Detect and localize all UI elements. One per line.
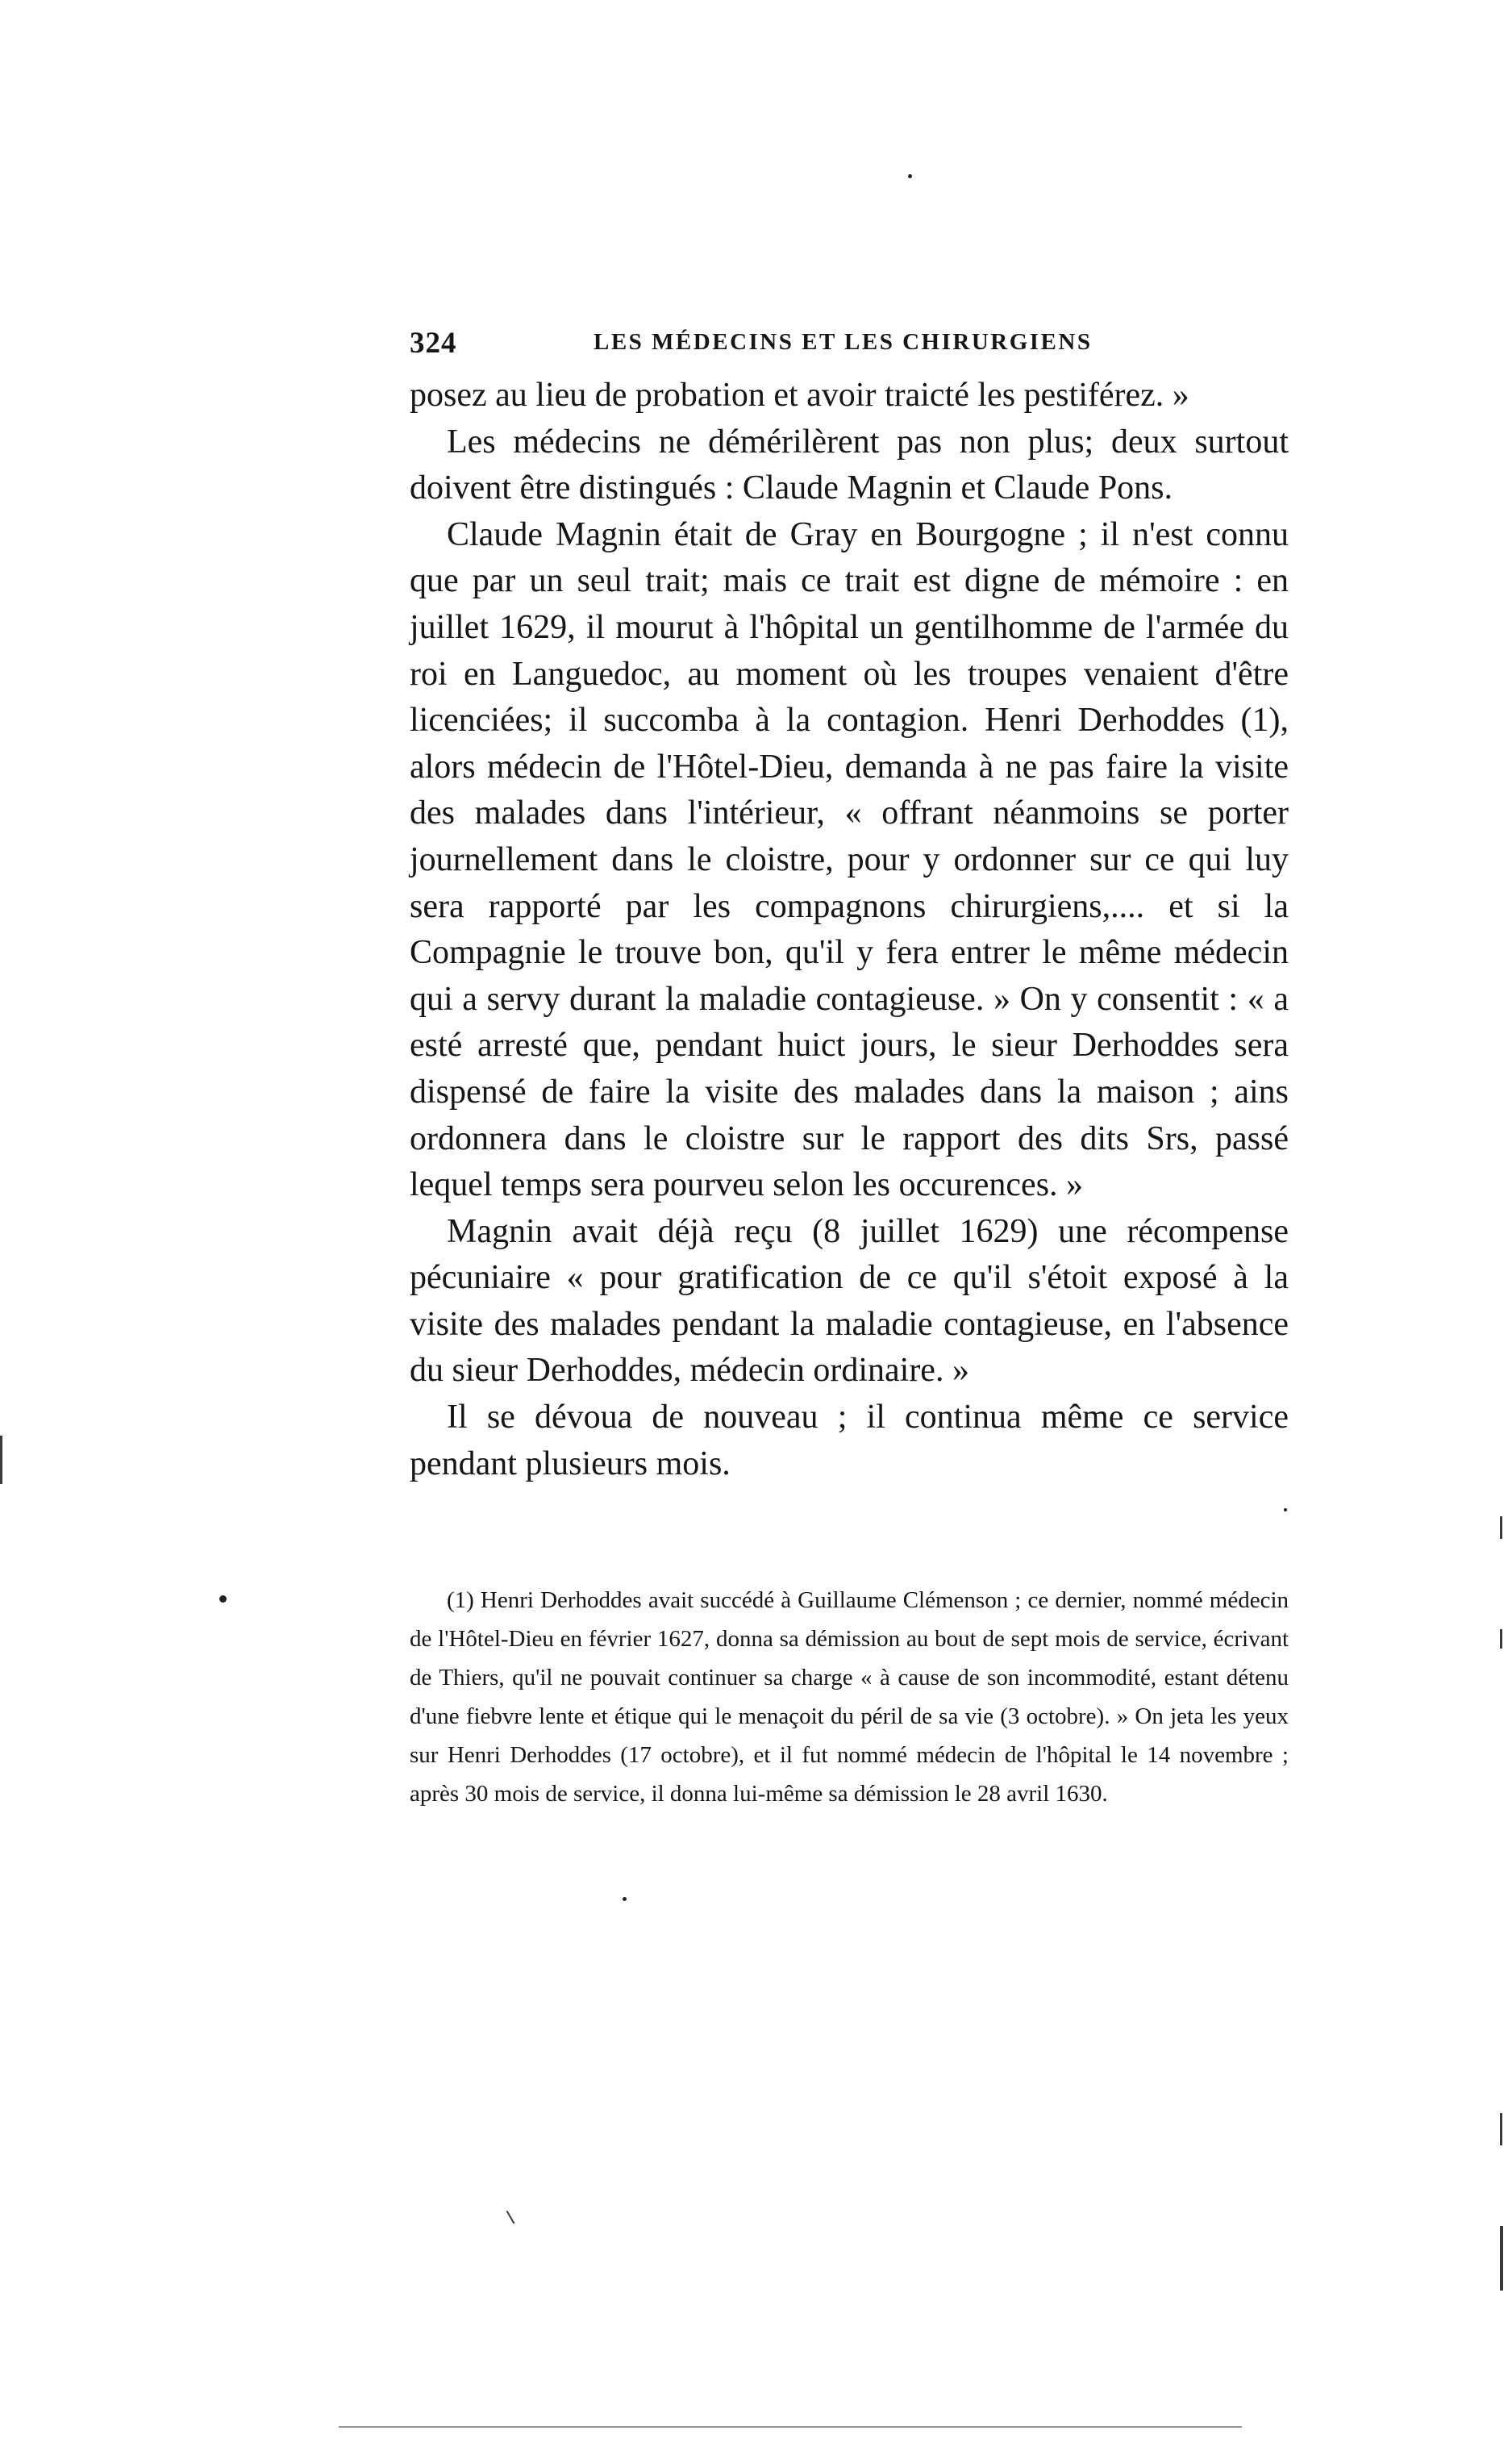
edge-mark [1500,1516,1502,1539]
running-title: LES MÉDECINS ET LES CHIRURGIENS [594,329,1093,355]
speck [1284,1508,1287,1511]
footnotes [410,1581,1289,1813]
page-number: 324 [410,327,457,360]
edge-mark [1500,2226,1503,2291]
paragraph: Les médecins ne démérilèrent pas non plus; deux surtout doivent être distingués : Claude Magnin et Claude Pons. [410,423,1289,507]
paragraph: Claude Magnin était de Gray en Bourgogne ; il n'est connu que par un seul trait; mais ce trait est digne de mémoire : en juillet 1629, il mourut à l'hôpital un gentilhomme de l'armée du roi en Languedoc, au moment où les troupes venaient d'être licenciées; il succomba à la contagion. Henri Derhoddes (1), alors médecin de l'Hôtel-Dieu, demanda à ne pas faire la visite des malades dans l'intérieur, « offrant néanmoins se porter journellement dans le cloistre, pour y ordonner sur ce qui luy sera rapporté par les compagnons chirurgiens,.... et si la Compagnie le trouve bon, qu'il y fera entrer le même médecin qui a servy durant la maladie contagieuse. » On y consentit : « a esté arresté que, pendant huict jours, le sieur Derhoddes sera dispensé de faire la visite des malades dans la maison ; ains ordonnera dans le cloistre sur le rapport des dits Srs, passé lequel temps sera pourveu selon les occurences. » [410,515,1289,1204]
paragraph-continuation: posez au lieu de probation et avoir traicté les pestiférez. » [410,377,1189,414]
paragraph: Magnin avait déjà reçu (8 juillet 1629) une récompense pécuniaire « pour gratification de ce qu'il s'étoit exposé à la visite des malades pendant la maladie contagieuse, en l'absence du sieur Derhoddes, médecin ordinaire. » [410,1212,1289,1390]
page-header [410,326,1289,374]
paragraph: Il se dévoua de nouveau ; il continua même ce service pendant plusieurs mois. [410,1399,1289,1482]
footnote: (1) Henri Derhoddes avait succédé à Guillaume Clémenson ; ce dernier, nommé médecin de l'Hôtel-Dieu en février 1627, donna sa démission au bout de sept mois de service, écrivant de Thiers, qu'il ne pouvait continuer sa charge « à cause de son incommodité, estant détenu d'une fiebvre lente et étique qui le menaçoit du péril de sa vie (3 octobre). » On jeta les yeux sur Henri Derhoddes (17 octobre), et il fut nommé médecin de l'hôpital le 14 novembre ; après 30 mois de service, il donna lui-même sa démission le 28 avril 1630. [410,1587,1289,1807]
speck [219,1595,227,1603]
bottom-edge-line [339,2426,1242,2428]
edge-mark [1500,2113,1502,2145]
edge-mark [1500,1629,1502,1649]
edge-mark [0,1436,2,1484]
speck [623,1897,627,1901]
main-text [410,373,1289,1487]
speck [506,2211,515,2224]
speck [908,174,912,178]
